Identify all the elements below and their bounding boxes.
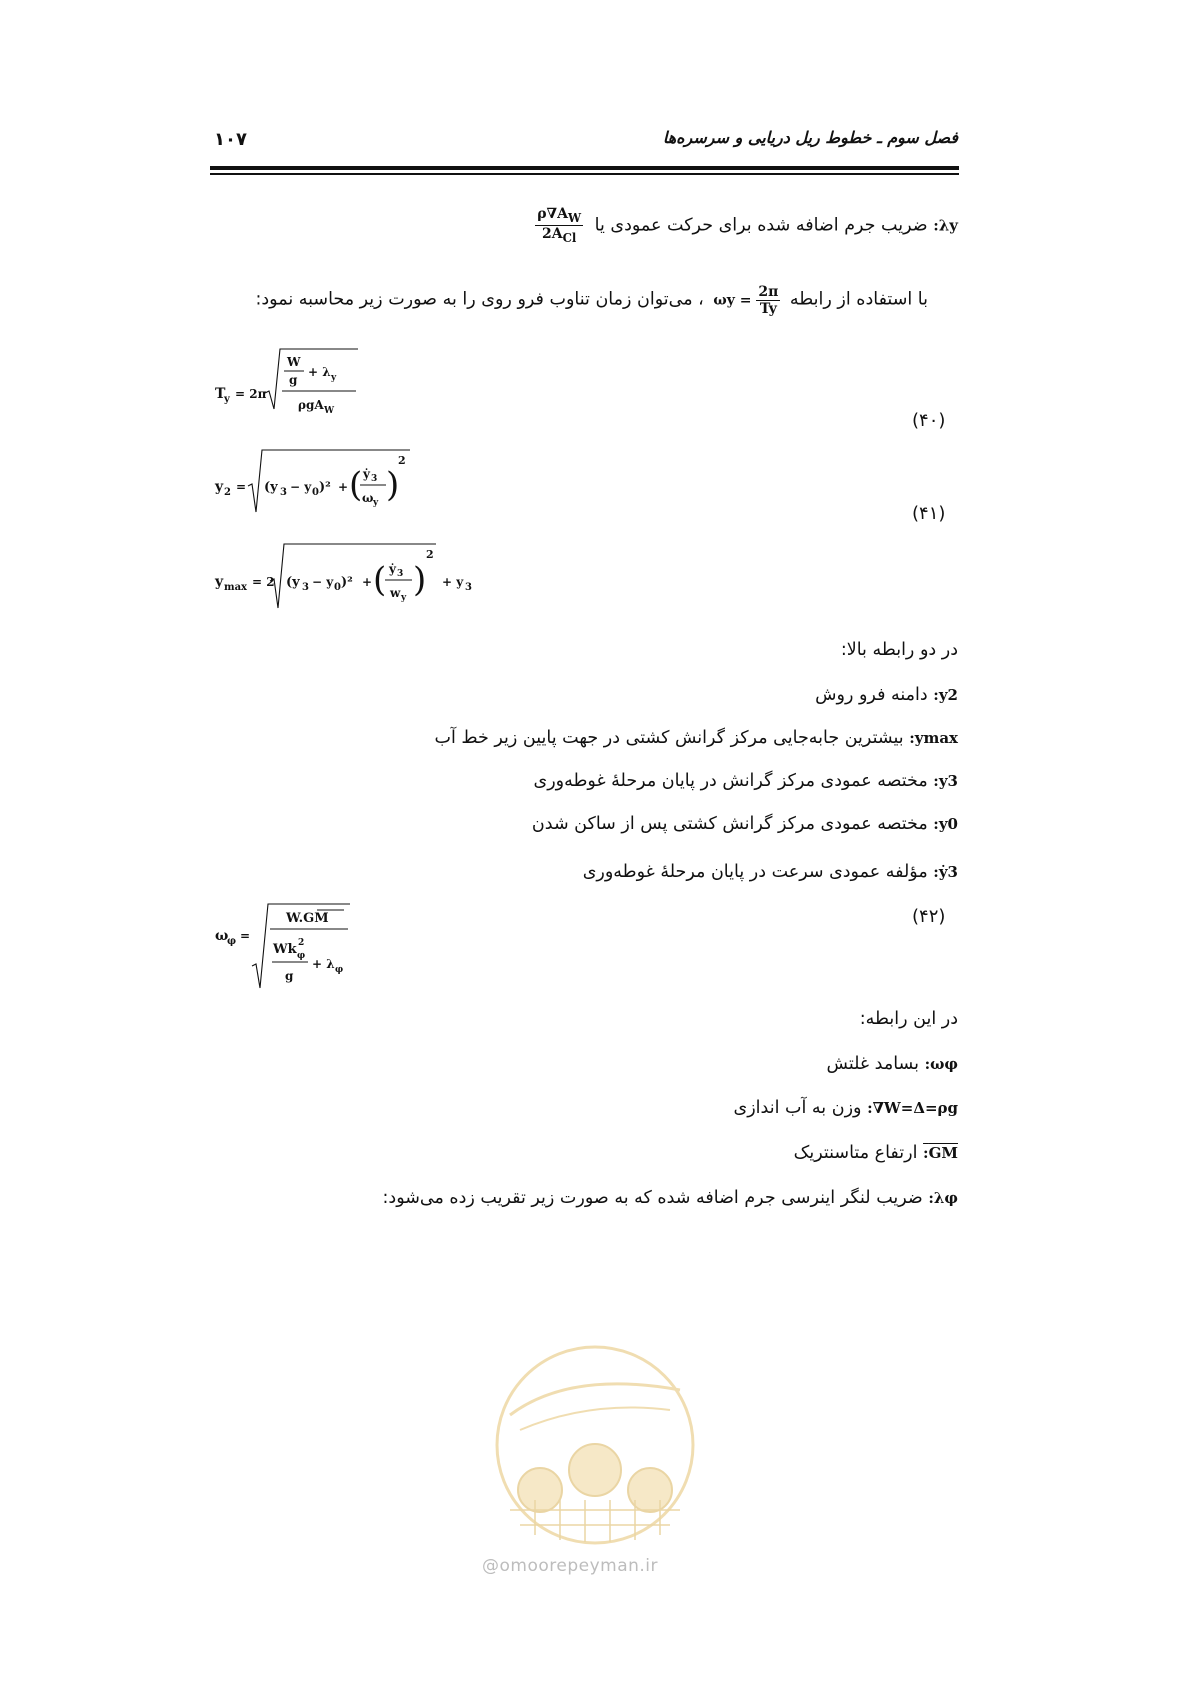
def-gm: GM: ارتفاع متاسنتریک <box>793 1143 958 1163</box>
svg-text:0: 0 <box>312 487 319 498</box>
svg-text:φ: φ <box>335 965 344 975</box>
def-y2: y2: دامنه فرو روش <box>815 685 958 705</box>
svg-text:w: w <box>390 586 401 600</box>
svg-text:=: = <box>236 480 247 494</box>
svg-text:2: 2 <box>426 548 434 561</box>
svg-text:): ) <box>386 465 400 505</box>
svg-text:y: y <box>331 373 337 383</box>
svg-text:Wk: Wk <box>273 942 297 957</box>
svg-text:ẏ: ẏ <box>389 562 396 576</box>
svg-text:3: 3 <box>371 474 378 484</box>
def-lambda-phi: λφ: ضریب لنگر اینرسی جرم اضافه شده که به صورت زیر تقریب زده می‌شود: <box>382 1188 958 1208</box>
period-intro <box>255 284 928 317</box>
svg-text:(: ( <box>373 560 387 600</box>
svg-text:+ λ: + λ <box>308 365 331 379</box>
svg-text:2: 2 <box>224 487 231 498</box>
svg-text:φ: φ <box>297 951 306 961</box>
svg-text:φ: φ <box>227 936 237 947</box>
svg-text:= 2π: = 2π <box>235 387 267 401</box>
equation-41-ymax <box>210 538 490 618</box>
svg-text:y: y <box>215 574 224 590</box>
header-rule-thick <box>210 166 959 170</box>
svg-text:3: 3 <box>465 582 472 593</box>
defs2-intro: در این رابطه: <box>859 1009 958 1029</box>
def-y0: y0: مختصه عمودی مرکز گرانش کشتی پس از ساکن شدن <box>531 814 958 834</box>
svg-text:ω: ω <box>215 928 229 944</box>
header-rule-thin <box>210 173 959 175</box>
svg-text:3: 3 <box>280 487 287 498</box>
svg-text:ω: ω <box>362 491 374 505</box>
svg-text:2: 2 <box>398 454 406 467</box>
svg-text:W: W <box>287 355 301 369</box>
svg-text:2: 2 <box>298 938 305 948</box>
period-intro-a: با استفاده از رابطه <box>789 289 928 310</box>
def-omega-phi: ωφ: بسامد غلتش <box>826 1054 958 1074</box>
equation-40 <box>210 343 360 428</box>
watermark-site: @omoorepeyman.ir <box>482 1556 659 1576</box>
svg-text:3: 3 <box>397 569 404 579</box>
svg-text:y: y <box>224 394 230 405</box>
period-intro-b: ، می‌توان زمان تناوب فرو روی را به صورت زیر محاسبه نمود: <box>255 289 704 310</box>
page-number: ۱۰۷ <box>214 129 247 150</box>
def-y3-dot: ẏ3: مؤلفه عمودی سرعت در پایان مرحلهٔ غوطه‌وری <box>582 862 958 882</box>
lambda-y-fraction: $\frac{\rho\nabla A_W}{2A_{Cl}}$ <box>537 206 582 245</box>
svg-text:(y: (y <box>286 575 300 590</box>
svg-text:W: W <box>324 406 335 416</box>
svg-text:− y: − y <box>312 575 334 589</box>
svg-text:+: + <box>338 480 349 494</box>
def-weight: W=Δ=ρg∇: وزن به آب اندازی <box>733 1098 958 1118</box>
lambda-y-definition <box>535 206 958 245</box>
equation-41-number: (۴۱) <box>912 503 946 524</box>
omega-y-relation: ωy = $\frac{2\pi}{Ty}$ <box>713 284 779 317</box>
defs1-intro: در دو رابطه بالا: <box>840 640 958 660</box>
svg-text:): ) <box>413 560 427 600</box>
svg-text:y: y <box>215 479 224 495</box>
chapter-title: فصل سوم ـ خطوط ریل دریایی و سرسره‌ها <box>662 128 958 147</box>
equation-40-number: (۴۰) <box>912 410 946 431</box>
svg-text:y: y <box>401 593 407 603</box>
svg-text:= 2: = 2 <box>252 575 275 589</box>
lambda-y-symbol: λy: <box>933 216 958 235</box>
svg-text:T: T <box>215 386 226 402</box>
svg-text:+ y: + y <box>442 575 464 589</box>
watermark-logo <box>480 1330 710 1550</box>
svg-text:)²: )² <box>319 480 331 495</box>
def-ymax: ymax: بیشترین جابه‌جایی مرکز گرانش کشتی در جهت پایین زیر خط آب <box>434 728 958 748</box>
svg-text:− y: − y <box>290 480 312 494</box>
svg-text:+ λ: + λ <box>312 957 335 971</box>
svg-text:0: 0 <box>334 582 341 593</box>
svg-text:(y: (y <box>264 480 278 495</box>
svg-text:(: ( <box>349 465 363 505</box>
svg-text:)²: )² <box>341 575 353 590</box>
equation-41-y2 <box>210 446 410 521</box>
lambda-y-text: ضریب جرم اضافه شده برای حرکت عمودی یا <box>594 215 928 236</box>
svg-text:W.GM: W.GM <box>286 911 329 926</box>
svg-text:3: 3 <box>302 582 309 593</box>
svg-text:g: g <box>289 373 298 387</box>
svg-text:y: y <box>373 498 379 508</box>
svg-text:ẏ: ẏ <box>363 467 370 481</box>
def-y3: y3: مختصه عمودی مرکز گرانش در پایان مرحلهٔ غوطه‌وری <box>533 771 958 791</box>
svg-text:g: g <box>285 969 294 983</box>
svg-text:=: = <box>240 929 251 943</box>
svg-text:ρgA: ρgA <box>298 398 324 412</box>
equation-42 <box>210 900 360 992</box>
svg-text:+: + <box>362 575 373 589</box>
equation-42-number: (۴۲) <box>912 906 946 927</box>
svg-text:max: max <box>224 582 248 593</box>
